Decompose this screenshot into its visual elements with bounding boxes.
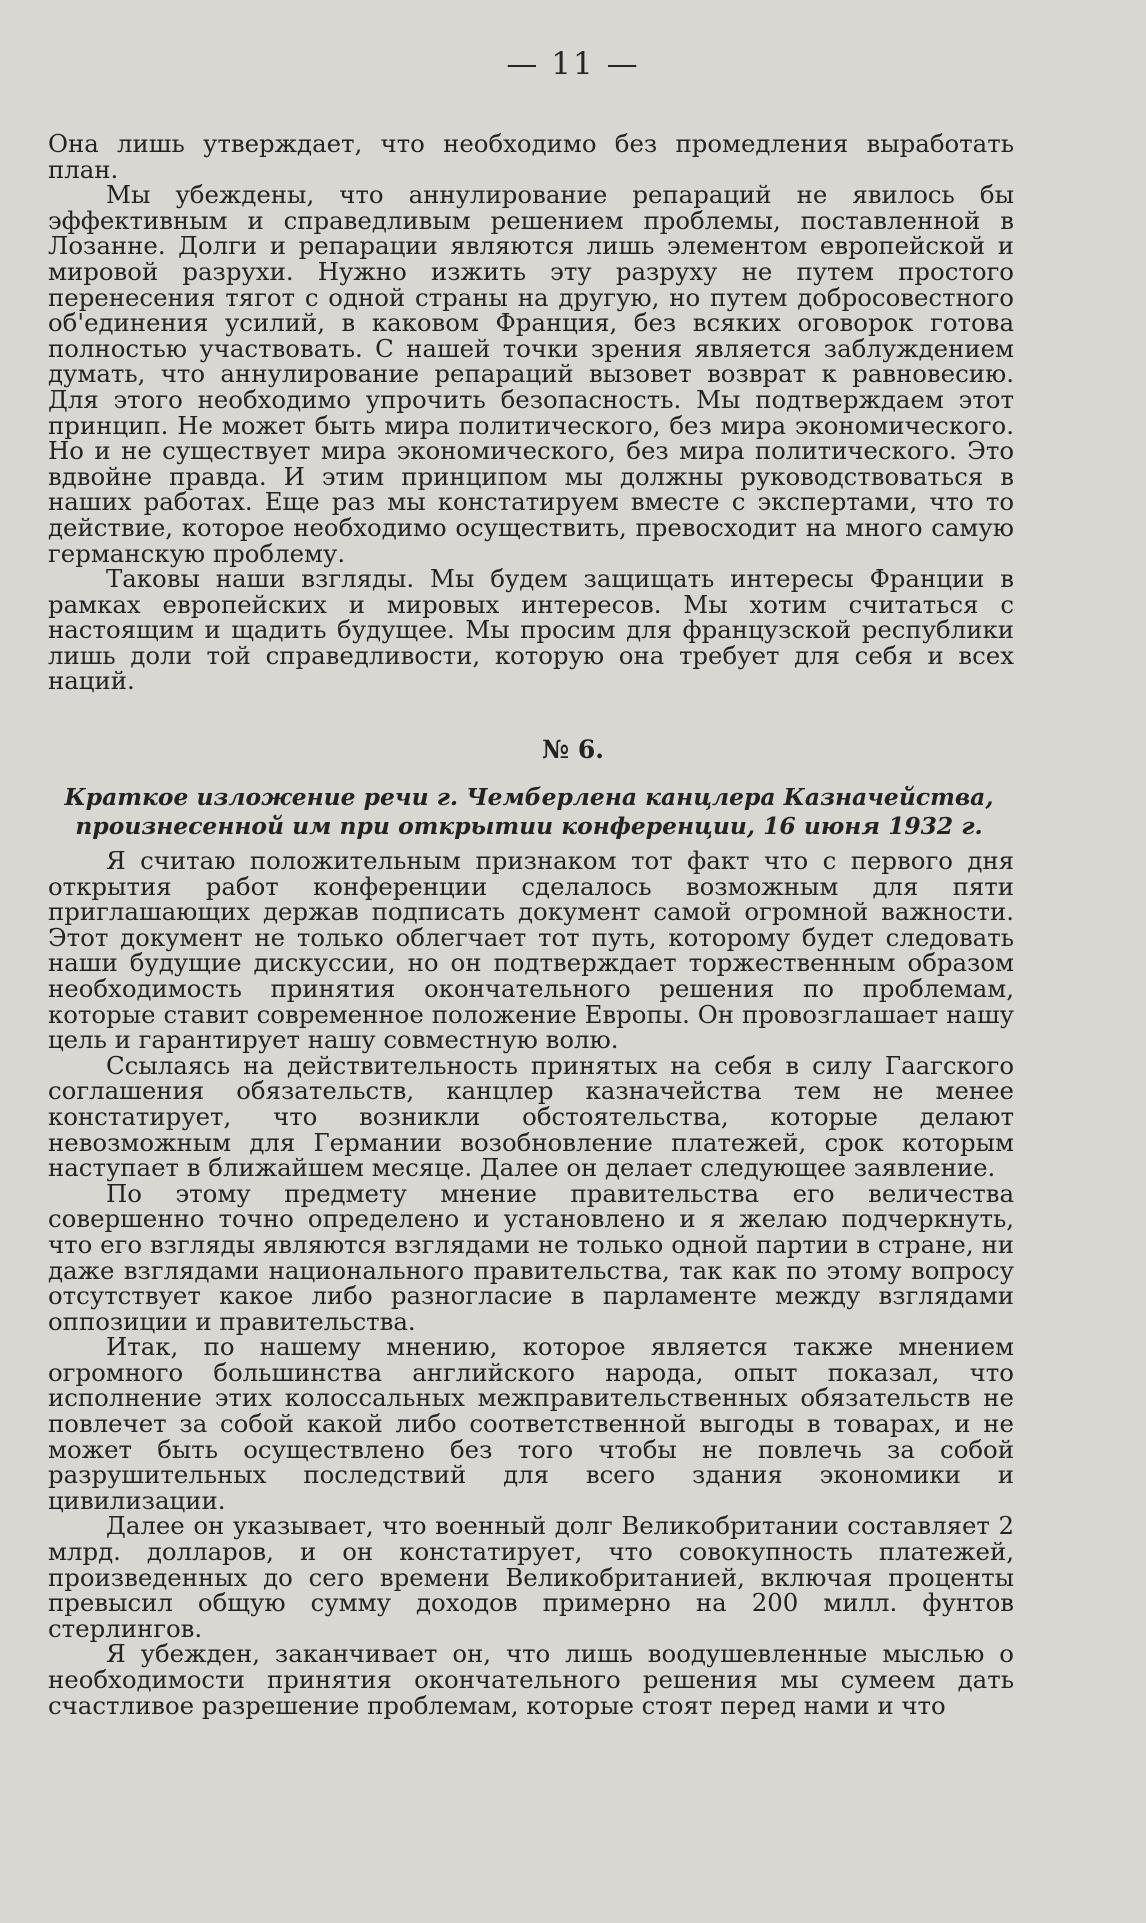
paragraph: Я считаю положительным признаком тот факт что с первого дня открытия работ конференции сделалось возможным для пяти приглашающих держав подписать документ самой огромной важности. Этот документ не только облегчает тот путь, которому будет следовать наши будущие дискуссии, но он подтверждает торжественным образом необходимость принятия окончательного решения по проблемам, которые ставит современное положение Европы. Он провозглашает нашу цель и гарантирует нашу совместную волю. <box>48 846 1014 1055</box>
document-title: Краткое изложение речи г. Чемберлена канцлера Казначейства, произнесенной им при открытии конференции, 16 июня 1932 г. <box>64 783 994 840</box>
paragraph: Итак, по нашему мнению, которое является также мнением огромного большинства английского народа, опыт показал, что исполнение этих колоссальных межправительственных обязательств не повлечет за собой какой либо соответственной выгоды в товарах, и не может быть осуществлено без того чтобы не повлечь за собой разрушительных последствий для всего здания экономики и цивилизации. <box>48 1332 1014 1515</box>
second-text-section <box>48 848 1014 1718</box>
paragraph: Таковы наши взгляды. Мы будем защищать интересы Франции в рамках европейских и мировых интересов. Мы хотим считаться с настоящим и щадить будущее. Мы просим для французской республики лишь доли той справедливости, которую она требует для себя и всех наций. <box>48 564 1014 696</box>
paragraph: Далее он указывает, что военный долг Великобритании составляет 2 млрд. долларов, и он констатирует, что совокупность платежей, произведенных до сего времени Великобританией, включая проценты превысил общую сумму доходов примерно на 200 милл. фунтов стерлингов. <box>48 1511 1014 1643</box>
paragraph: По этому предмету мнение правительства его величества совершенно точно определено и установлено и я желаю подчеркнуть, что его взгляды являются взглядами не только одной партии в стране, ни даже взглядами национального правительства, так как по этому вопросу отсутствует какое либо разногласие в парламенте между взглядами оппозиции и правительства. <box>48 1178 1014 1336</box>
paragraph: Она лишь утверждает, что необходимо без промедления выработать план. <box>48 129 1014 184</box>
paragraph: Я убежден, заканчивает он, что лишь воодушевленные мыслью о необходимости принятия окончательного решения мы сумеем дать счастливое разрешение проблемам, которые стоят перед нами и что <box>48 1639 1014 1720</box>
first-text-section <box>48 131 1014 694</box>
document-number: № 6. <box>542 735 604 764</box>
paragraph: Мы убеждены, что аннулирование репараций не явилось бы эффективным и справедливым решением проблемы, поставленной в Лозанне. Долги и репарации являются лишь элементом европейской и мировой разрухи. Нужно изжить эту разруху не путем простого перенесения тягот с одной страны на другую, но путем добросовестного об'единения усилий, в каковом Франция, без всяких оговорок готова полностью участвовать. С нашей точки зрения является заблуждением думать, что аннулирование репараций вызовет возврат к равновесию. Для этого необходимо упрочить безопасность. Мы подтверждаем этот принцип. Не может быть мира политического, без мира экономического. Но и не существует мира экономического, без мира политического. Это вдвойне правда. И этим принципом мы должны руководствоваться в наших работах. Еще раз мы констатируем вместе с экспертами, что то действие, которое необходимо осуществить, превосходит на много самую германскую проблему. <box>48 180 1014 568</box>
page-number: — 11 — <box>506 46 640 82</box>
paragraph: Ссылаясь на действительность принятых на себя в силу Гаагского соглашения обязательств, канцлер казначейства тем не менее констатирует, что возникли обстоятельства, которые делают невозможным для Германии возобновление платежей, срок которым наступает в ближайшем месяце. Далее он делает следующее заявление. <box>48 1050 1014 1183</box>
